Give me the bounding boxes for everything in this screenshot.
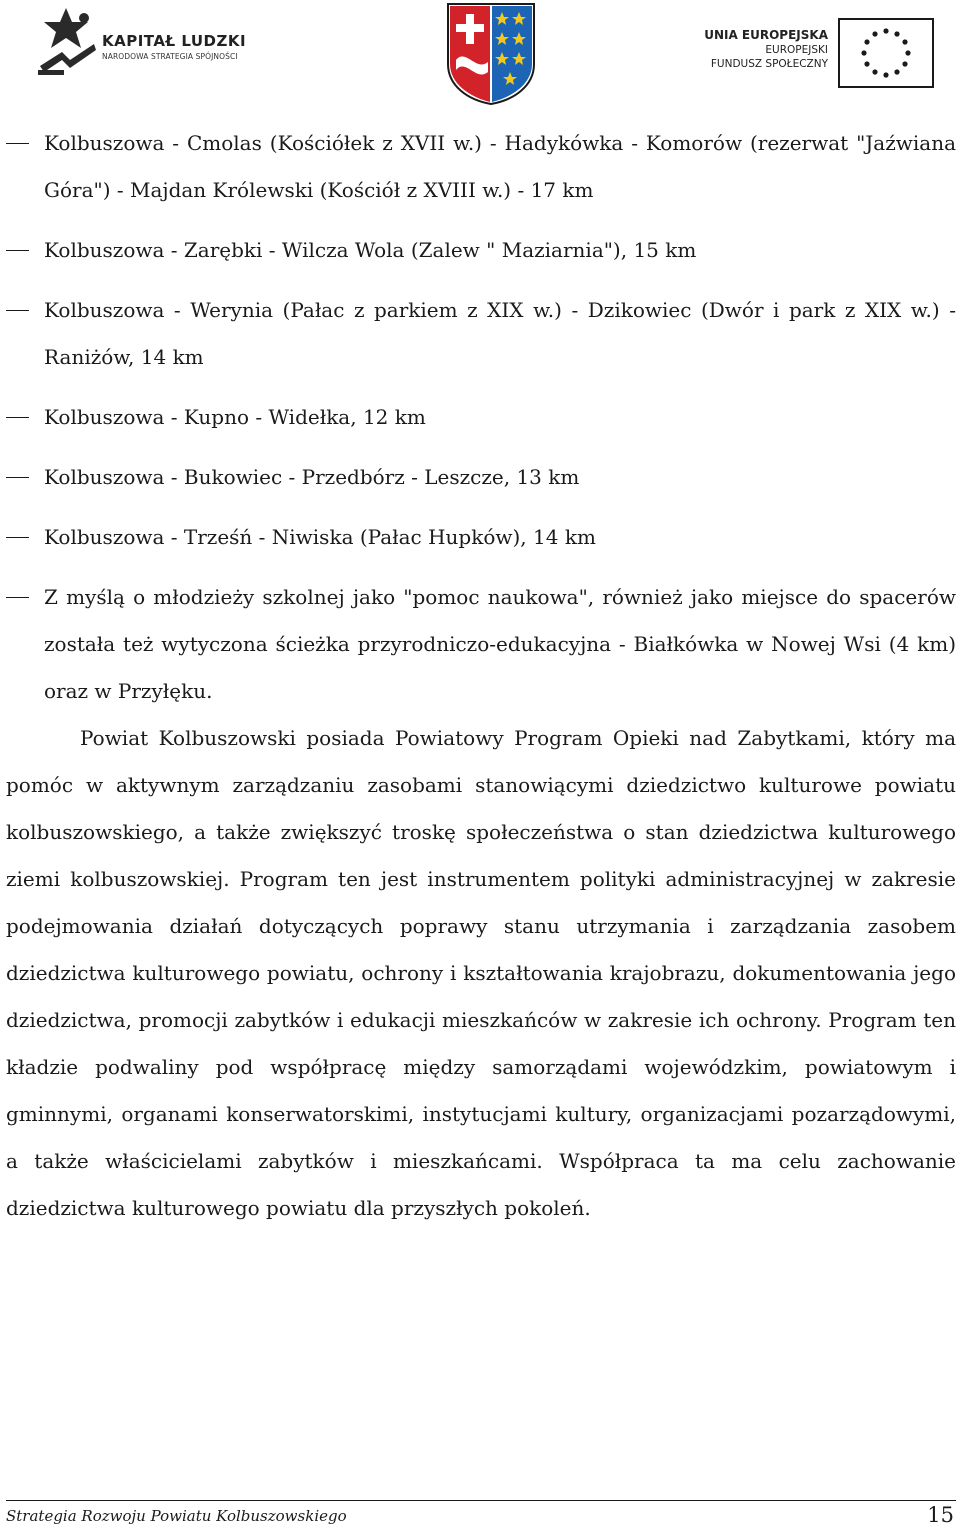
list-item-text: Kolbuszowa - Kupno - Widełka, 12 km: [44, 405, 426, 429]
list-item: [6, 120, 956, 214]
footer-document-title: Strategia Rozwoju Powiatu Kolbuszowskiego: [6, 1507, 347, 1525]
list-item: [6, 287, 956, 381]
body-paragraph: Powiat Kolbuszowski posiada Powiatowy Program Opieki nad Zabytkami, który ma pomóc w aktywnym zarządzaniu zasobami stanowiącymi dziedzictwo kulturowe powiatu kolbuszowskiego, a także zwiększyć troskę społeczeństwa o stan dziedzictwa kulturowego ziemi kolbuszowskiej. Program ten jest instrumentem polityki administracyjnej w zakresie podejmowania działań dotyczących poprawy stanu utrzymania i zarządzania zasobem dziedzictwa kulturowego powiatu, ochrony i kształtowania krajobrazu, dokumentowania jego dziedzictwa, promocji zabytków i edukacji mieszkańców w zakresie ich ochrony. Program ten kładzie podwaliny pod współpracę między samorządami wojewódzkim, powiatowym i gminnymi, organami konserwatorskimi, instytucjami kultury, organizacjami pozarządowymi, a także właścicielami zabytków i mieszkańcami. Współpraca ta ma celu zachowanie dziedzictwa kulturowego powiatu dla przyszłych pokoleń.: [6, 726, 956, 1220]
list-item: [6, 574, 956, 715]
document-body: [6, 120, 956, 1232]
list-item: [6, 514, 956, 561]
eu-label-line2: EUROPEJSKI: [765, 44, 828, 56]
kapital-ludzki-logo: [36, 4, 266, 78]
kapital-ludzki-subtitle: NARODOWA STRATEGIA SPÓJNOŚCI: [102, 52, 238, 61]
page-footer: [6, 1500, 956, 1532]
coat-of-arms-icon: [444, 2, 538, 106]
list-item-text: Kolbuszowa - Werynia (Pałac z parkiem z XIX w.) - Dzikowiec (Dwór i park z XIX w.) - Raniżów, 14 km: [44, 298, 956, 369]
list-item-text: Z myślą o młodzieży szkolnej jako "pomoc naukowa", również jako miejsce do spacerów została też wytyczona ścieżka przyrodniczo-edukacyjna - Białkówka w Nowej Wsi (4 km) oraz w Przyłęku.: [44, 585, 956, 703]
eu-label-line1: UNIA EUROPEJSKA: [704, 28, 828, 42]
kapital-ludzki-title: KAPITAŁ LUDZKI: [102, 32, 247, 50]
page-number: 15: [927, 1503, 954, 1527]
list-item-text: Kolbuszowa - Cmolas (Kościółek z XVII w.) - Hadykówka - Komorów (rezerwat "Jaźwiana Góra") - Majdan Królewski (Kościół z XVIII w.) - 17 km: [44, 131, 956, 202]
eu-label: [700, 28, 828, 71]
page-header: [0, 0, 960, 112]
list-item: [6, 394, 956, 441]
kapital-ludzki-logo-icon: [36, 4, 102, 78]
eu-flag-icon: [838, 18, 934, 88]
list-item-text: Kolbuszowa - Bukowiec - Przedbórz - Leszcze, 13 km: [44, 465, 580, 489]
list-item: [6, 454, 956, 501]
list-item: [6, 227, 956, 274]
list-item-text: Kolbuszowa - Zarębki - Wilcza Wola (Zalew " Maziarnia"), 15 km: [44, 238, 697, 262]
eu-label-line3: FUNDUSZ SPOŁECZNY: [710, 58, 828, 70]
list-item-text: Kolbuszowa - Trześń - Niwiska (Pałac Hupków), 14 km: [44, 525, 596, 549]
